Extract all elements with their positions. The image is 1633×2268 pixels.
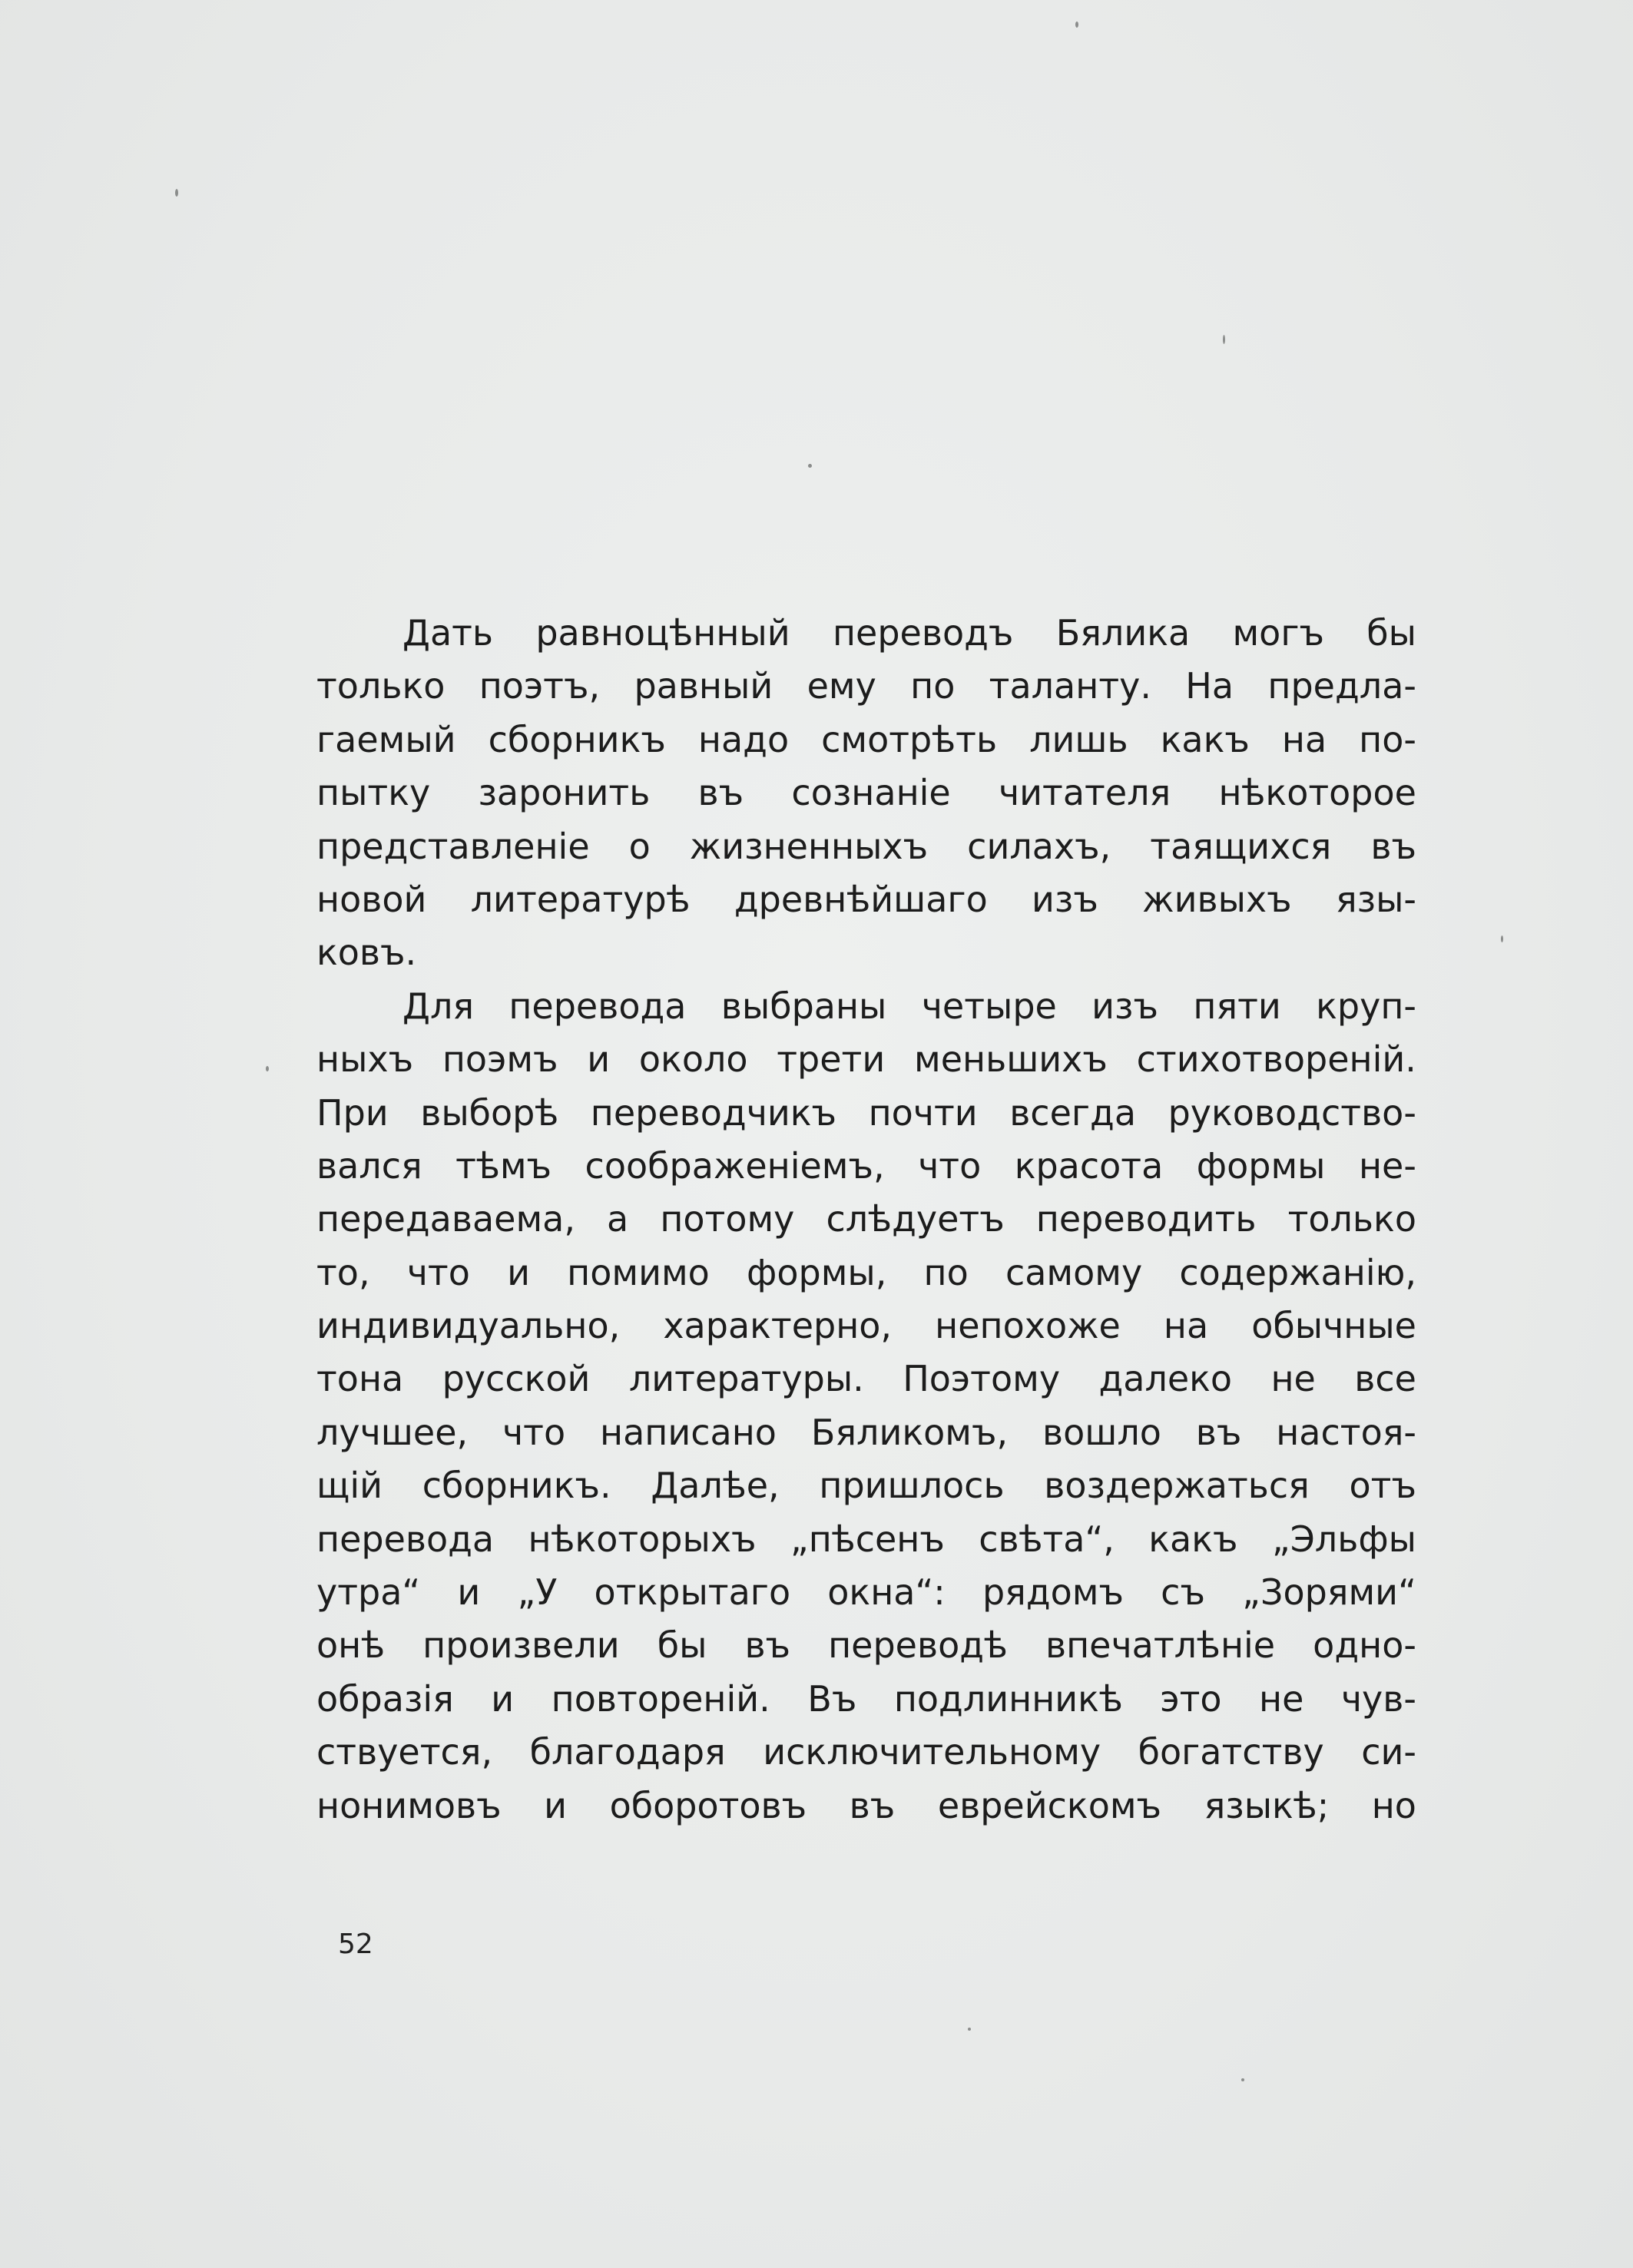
scan-speck — [1075, 22, 1078, 28]
scan-speck — [175, 189, 178, 197]
text-line: гаемый сборникъ надо смотрѣть лишь какъ на по- — [316, 718, 1416, 760]
scan-speck — [1223, 335, 1225, 344]
text-line: новой литературѣ древнѣйшаго изъ живыхъ язы- — [316, 878, 1416, 920]
text-line: образія и повтореній. Въ подлинникѣ это не чув- — [316, 1677, 1416, 1720]
body-text — [316, 607, 1416, 1833]
text-line: ныхъ поэмъ и около трети меньшихъ стихотвореній. — [316, 1038, 1416, 1081]
text-line: пытку заронить въ сознаніе читателя нѣкоторое — [316, 772, 1416, 814]
text-line: утра“ и „У открытаго окна“: рядомъ съ „Зорями“ — [316, 1571, 1416, 1614]
text-line: нонимовъ и оборотовъ въ еврейскомъ языкѣ; но — [316, 1784, 1416, 1826]
text-line: представленіе о жизненныхъ силахъ, таящихся въ — [316, 825, 1416, 867]
scan-speck — [266, 1066, 269, 1071]
text-line: индивидуально, характерно, непохоже на обычные — [316, 1305, 1416, 1347]
scan-speck — [968, 2028, 971, 2031]
scan-speck — [1241, 2078, 1244, 2081]
text-line: Дать равноцѣнный переводъ Бялика могъ бы — [402, 612, 1416, 654]
text-line: тона русской литературы. Поэтому далеко не все — [316, 1358, 1416, 1400]
text-line: щій сборникъ. Далѣе, пришлось воздержаться отъ — [316, 1465, 1416, 1507]
text-line: вался тѣмъ соображеніемъ, что красота формы не- — [316, 1144, 1416, 1187]
text-line: передаваема, а потому слѣдуетъ переводить только — [316, 1198, 1416, 1240]
scan-speck — [1501, 935, 1503, 942]
text-line: Для перевода выбраны четыре изъ пяти круп- — [402, 985, 1416, 1027]
text-line: ковъ. — [316, 932, 417, 974]
text-line: перевода нѣкоторыхъ „пѣсенъ свѣта“, какъ „Эльфы — [316, 1518, 1416, 1560]
text-line: онѣ произвели бы въ переводѣ впечатлѣніе одно- — [316, 1624, 1416, 1667]
page-number: 52 — [338, 1929, 373, 1960]
text-line: только поэтъ, равный ему по таланту. На предла- — [316, 665, 1416, 707]
text-line: лучшее, что написано Бяликомъ, вошло въ настоя- — [316, 1411, 1416, 1453]
text-line: При выборѣ переводчикъ почти всегда руководство- — [316, 1091, 1416, 1134]
scan-speck — [808, 464, 812, 468]
text-line: ствуется, благодаря исключительному богатству си- — [316, 1731, 1416, 1773]
text-line: то, что и помимо формы, по самому содержанію, — [316, 1251, 1416, 1293]
